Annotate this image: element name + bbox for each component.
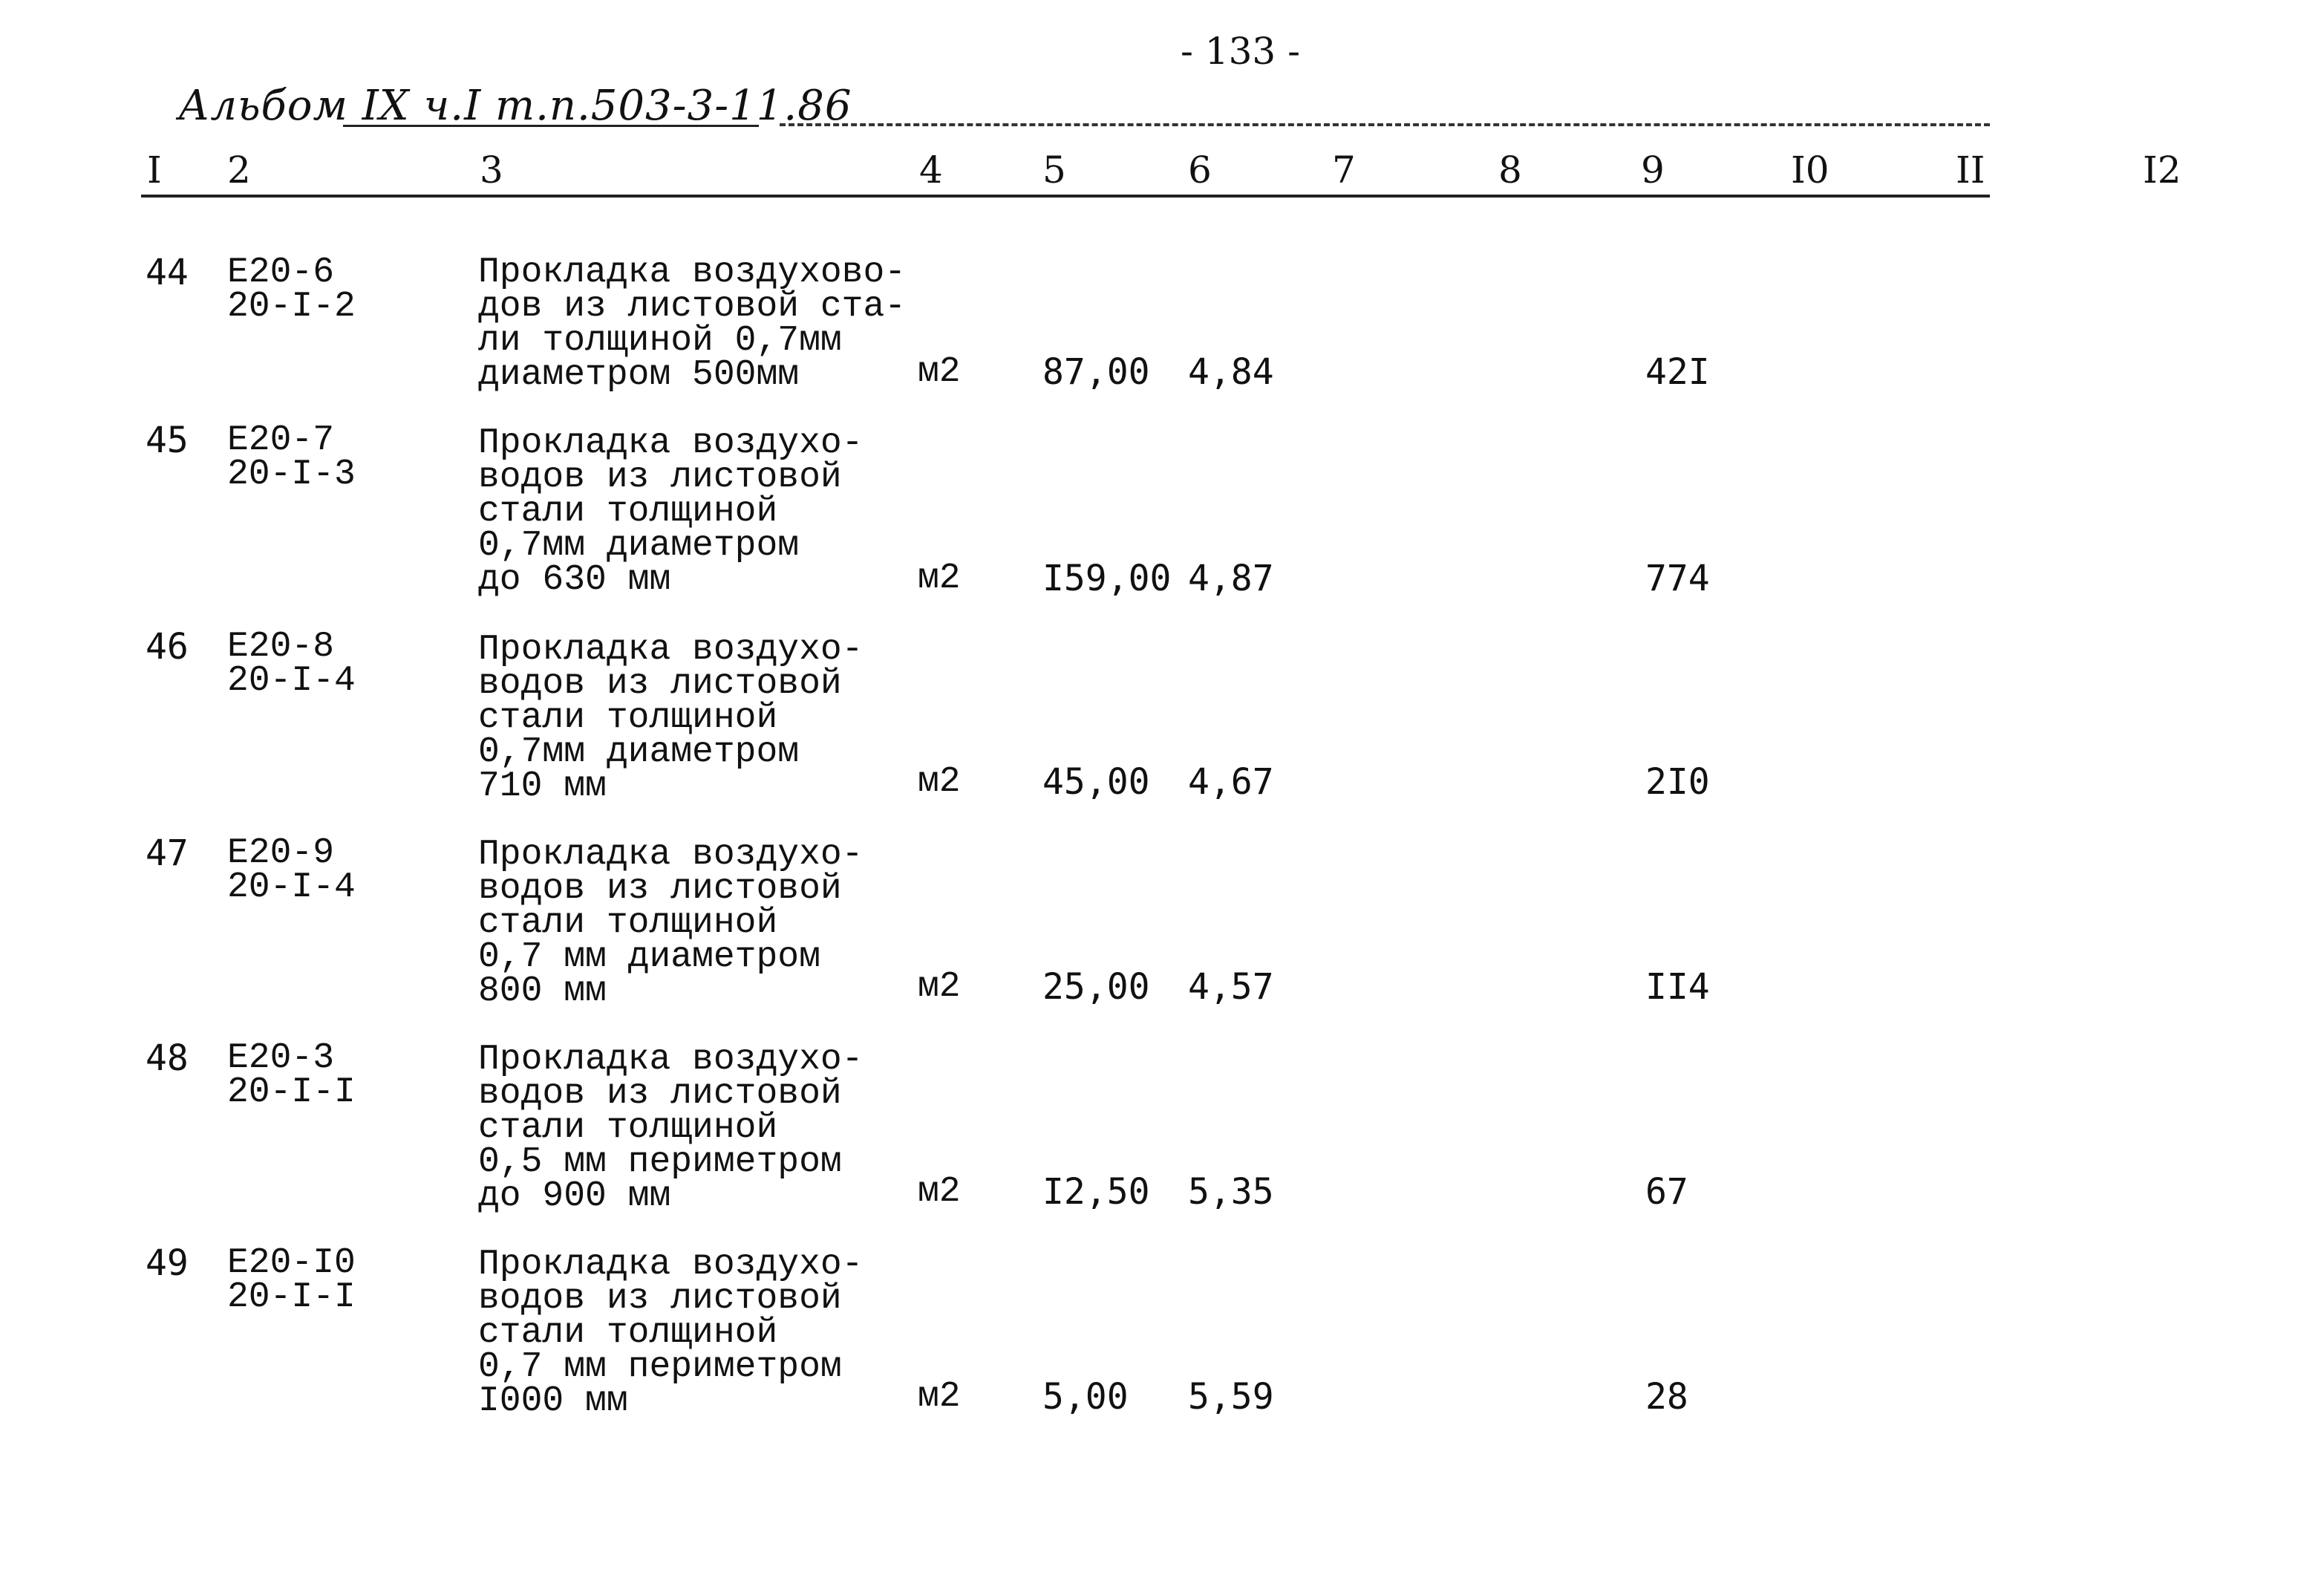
work-description-line: Прокладка воздухо- (478, 630, 864, 670)
work-description-line: 0,7 мм периметром (478, 1347, 842, 1387)
row-number: 48 (146, 1037, 189, 1079)
total-cost: 774 (1645, 558, 1710, 599)
quantity: 5,00 (1042, 1376, 1129, 1418)
work-description-line: диаметром 500мм (478, 355, 800, 395)
rate-code: Е20-7 (227, 420, 335, 460)
total-cost: 42I (1645, 351, 1710, 393)
work-description-line: до 630 мм (478, 560, 671, 600)
unit: м2 (918, 967, 961, 1007)
work-description-line: 0,7мм диаметром (478, 732, 800, 772)
unit-price: 4,87 (1188, 558, 1274, 599)
header-rule (141, 195, 1990, 198)
column-header-8: 8 (1498, 149, 1522, 192)
rate-code-ref: 20-I-4 (227, 867, 356, 907)
unit-price: 4,84 (1188, 351, 1274, 393)
row-number: 45 (146, 420, 189, 461)
total-cost: II4 (1645, 966, 1710, 1008)
column-header-4: 4 (919, 149, 943, 192)
work-description-line: 0,7 мм диаметром (478, 937, 820, 977)
column-header-3: 3 (480, 149, 503, 192)
quantity: I59,00 (1042, 558, 1172, 599)
column-header-10: I0 (1791, 149, 1830, 192)
work-description-line: водов из листовой (478, 1074, 842, 1114)
column-header-9: 9 (1641, 149, 1665, 192)
album-reference: Альбом IX ч.I т.п.503-3-11.86 (178, 82, 852, 130)
unit-price: 5,35 (1188, 1171, 1274, 1213)
page-number: - 133 - (1181, 30, 1301, 73)
work-description-line: 0,7мм диаметром (478, 526, 800, 566)
total-cost: 2I0 (1645, 761, 1710, 803)
rate-code: Е20-6 (227, 252, 335, 293)
unit: м2 (918, 352, 961, 392)
work-description-line: Прокладка воздухово- (478, 252, 907, 293)
work-description-line: дов из листовой ста- (478, 287, 907, 327)
work-description-line: стали толщиной (478, 492, 778, 532)
rate-code-ref: 20-I-2 (227, 287, 356, 327)
header-dashed-line (780, 123, 1990, 126)
column-header-1: I (147, 149, 162, 192)
work-description-line: водов из листовой (478, 664, 842, 704)
work-description-line: водов из листовой (478, 457, 842, 498)
work-description-line: стали толщиной (478, 1108, 778, 1148)
unit: м2 (918, 1172, 961, 1212)
work-description-line: до 900 мм (478, 1176, 671, 1216)
work-description-line: 0,5 мм периметром (478, 1142, 842, 1182)
row-number: 44 (146, 252, 189, 293)
rate-code-ref: 20-I-I (227, 1277, 356, 1317)
work-description-line: Прокладка воздухо- (478, 1040, 864, 1080)
work-description-line: 710 мм (478, 766, 607, 806)
column-header-12: I2 (2143, 149, 2181, 192)
work-description-line: Прокладка воздухо- (478, 835, 864, 875)
work-description-line: 800 мм (478, 971, 607, 1011)
rate-code: Е20-3 (227, 1038, 335, 1078)
total-cost: 28 (1645, 1376, 1688, 1418)
column-header-6: 6 (1188, 149, 1212, 192)
work-description-line: I000 мм (478, 1381, 628, 1421)
work-description-line: Прокладка воздухо- (478, 1245, 864, 1285)
rate-code-ref: 20-I-I (227, 1072, 356, 1112)
work-description-line: ли толщиной 0,7мм (478, 321, 842, 361)
rate-code-ref: 20-I-3 (227, 454, 356, 495)
column-header-7: 7 (1332, 149, 1356, 192)
quantity: 25,00 (1042, 966, 1150, 1008)
unit-price: 4,67 (1188, 761, 1274, 803)
unit: м2 (918, 558, 961, 599)
rate-code: Е20-I0 (227, 1243, 356, 1283)
rate-code: Е20-9 (227, 833, 335, 873)
work-description-line: стали толщиной (478, 1313, 778, 1353)
unit-price: 5,59 (1188, 1376, 1274, 1418)
album-reference-underline (343, 125, 759, 127)
work-description-line: водов из листовой (478, 1279, 842, 1319)
rate-code-ref: 20-I-4 (227, 661, 356, 701)
row-number: 49 (146, 1242, 189, 1284)
unit: м2 (918, 1377, 961, 1417)
work-description-line: стали толщиной (478, 903, 778, 943)
row-number: 46 (146, 626, 189, 668)
quantity: 87,00 (1042, 351, 1150, 393)
unit: м2 (918, 762, 961, 802)
work-description-line: водов из листовой (478, 869, 842, 909)
quantity: 45,00 (1042, 761, 1150, 803)
total-cost: 67 (1645, 1171, 1688, 1213)
row-number: 47 (146, 832, 189, 874)
work-description-line: Прокладка воздухо- (478, 423, 864, 463)
column-header-2: 2 (227, 149, 251, 192)
unit-price: 4,57 (1188, 966, 1274, 1008)
quantity: I2,50 (1042, 1171, 1150, 1213)
column-header-5: 5 (1042, 149, 1066, 192)
rate-code: Е20-8 (227, 627, 335, 667)
work-description-line: стали толщиной (478, 698, 778, 738)
column-header-11: II (1956, 149, 1985, 192)
